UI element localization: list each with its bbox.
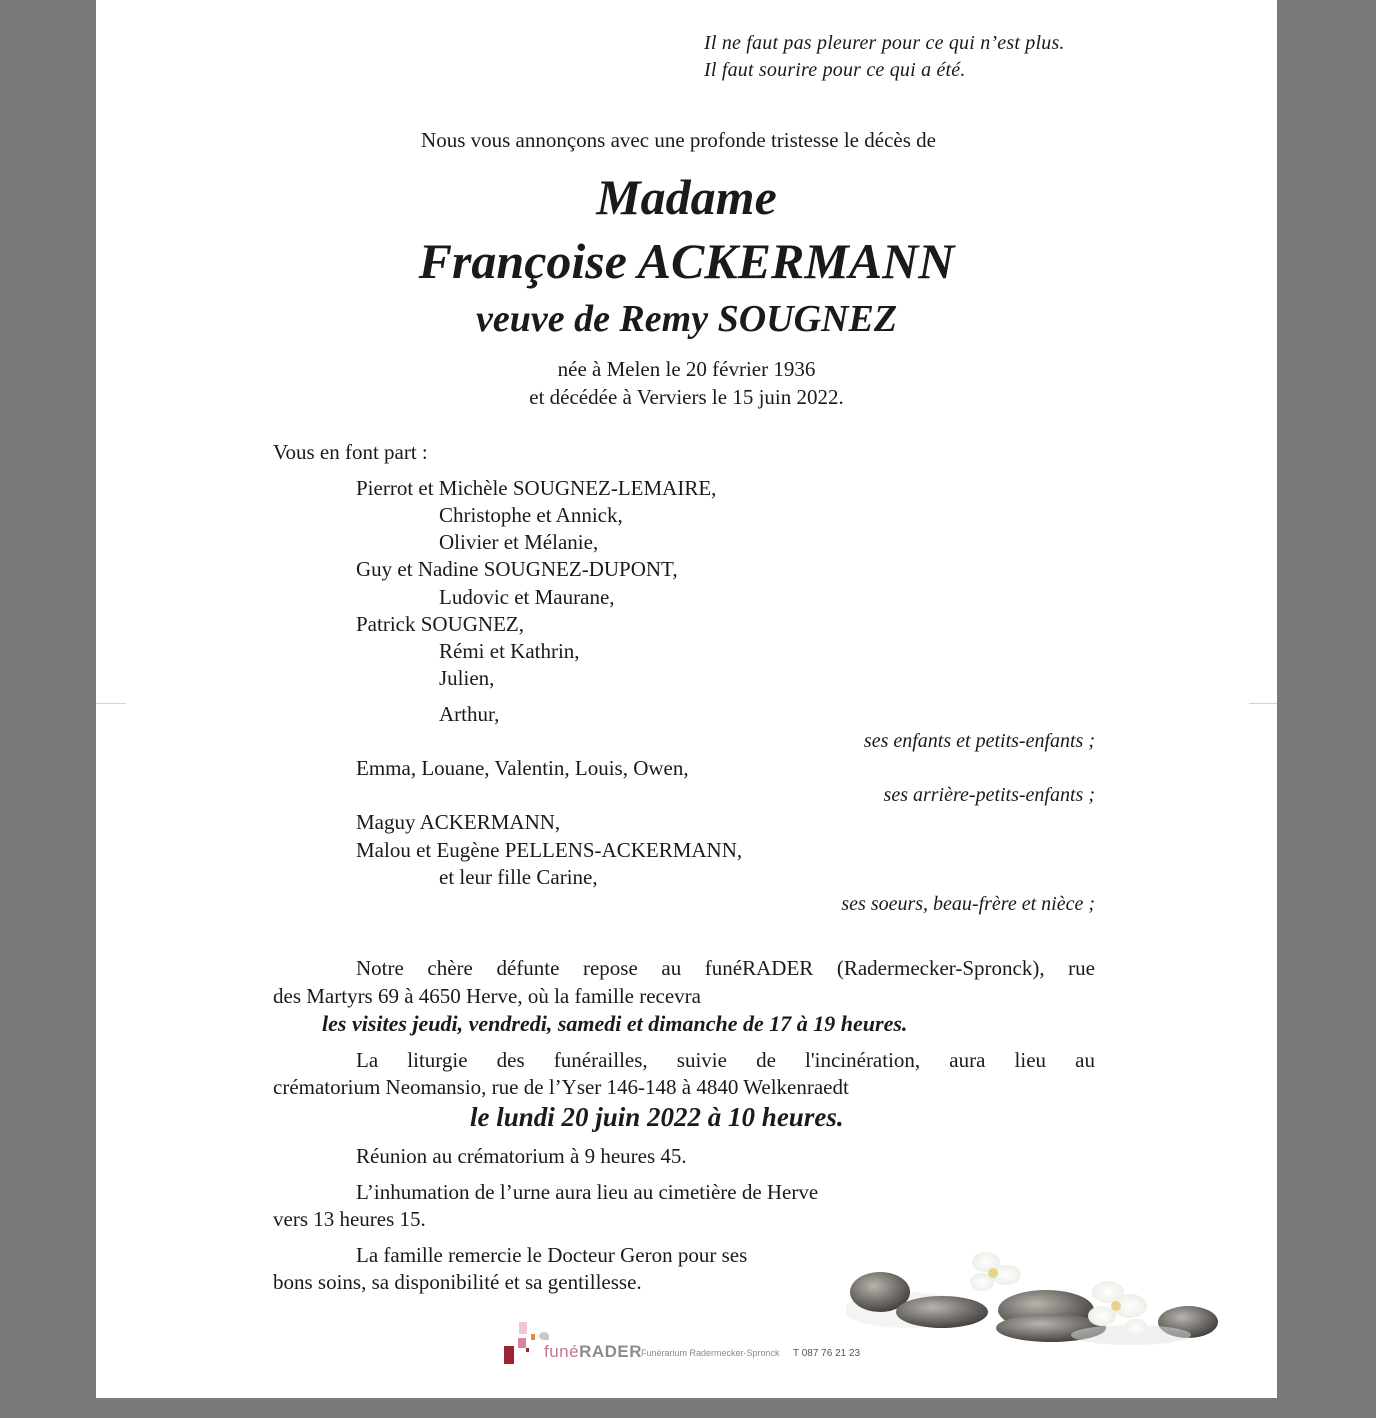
inhumation-line-2: vers 13 heures 15. — [273, 1207, 426, 1231]
brand-tagline: Funérarium Radermecker-Spronck — [641, 1348, 780, 1358]
quote-line-1: Il ne faut pas pleurer pour ce qui n’est plus. — [704, 32, 1065, 54]
liturgy-line-2: crématorium Neomansio, rue de l’Yser 146-148 à 4840 Welkenraedt — [273, 1075, 849, 1099]
thanks-line-1: La famille remercie le Docteur Geron pour ses — [356, 1243, 748, 1267]
deceased-spouse: veuve de Remy SOUGNEZ — [475, 298, 898, 340]
family-member: Patrick SOUGNEZ, — [356, 612, 524, 636]
fold-mark-left — [96, 703, 126, 704]
relation-siblings-label: ses soeurs, beau-frère et nièce ; — [841, 893, 1095, 915]
birth-info: née à Melen le 20 février 1936 — [557, 357, 816, 381]
thanks-line-2: bons soins, sa disponibilité et sa gentillesse. — [273, 1270, 642, 1294]
family-intro: Vous en font part : — [273, 440, 428, 464]
family-member: Arthur, — [439, 702, 500, 726]
family-member: Rémi et Kathrin, — [439, 639, 580, 663]
sibling: et leur fille Carine, — [439, 865, 598, 889]
family-member: Guy et Nadine SOUGNEZ-DUPONT, — [356, 557, 678, 581]
repose-line-2: des Martyrs 69 à 4650 Herve, où la famille recevra — [273, 984, 701, 1008]
family-member: Pierrot et Michèle SOUGNEZ-LEMAIRE, — [356, 476, 717, 500]
death-info: et décédée à Verviers le 15 juin 2022. — [529, 385, 844, 409]
sibling: Maguy ACKERMANN, — [356, 810, 561, 834]
deceased-title: Madame — [596, 169, 777, 225]
relation-children-label: ses enfants et petits-enfants ; — [863, 730, 1095, 752]
ceremony-date: le lundi 20 juin 2022 à 10 heures. — [470, 1102, 844, 1132]
brand-name-part-b: RADER — [579, 1342, 643, 1361]
fold-mark-right — [1249, 703, 1277, 704]
orchid-left — [970, 1252, 1021, 1291]
brand-phone: T 087 76 21 23 — [793, 1348, 861, 1359]
family-member: Ludovic et Maurane, — [439, 585, 615, 609]
deceased-name: Françoise ACKERMANN — [418, 233, 955, 289]
great-grandchildren: Emma, Louane, Valentin, Louis, Owen, — [356, 756, 689, 780]
quote-line-2: Il faut sourire pour ce qui a été. — [704, 59, 966, 81]
obituary-page — [96, 0, 1277, 1398]
brand-name-part-a: funé — [544, 1342, 580, 1361]
family-member: Christophe et Annick, — [439, 503, 623, 527]
repose-line-1: Notre chère défunte repose au funéRADER (Radermecker-Spronck), rue — [356, 956, 1095, 980]
meeting-time: Réunion au crématorium à 9 heures 45. — [356, 1144, 687, 1168]
liturgy-line-1: La liturgie des funérailles, suivie de l'incinération, aura lieu au — [356, 1048, 1095, 1072]
stones-orchids-image — [846, 1240, 1231, 1350]
sibling: Malou et Eugène PELLENS-ACKERMANN, — [356, 838, 743, 862]
visit-hours: les visites jeudi, vendredi, samedi et dimanche de 17 à 19 heures. — [322, 1011, 908, 1036]
family-member: Olivier et Mélanie, — [439, 530, 599, 554]
relation-great-label: ses arrière-petits-enfants ; — [883, 784, 1095, 806]
inhumation-line-1: L’inhumation de l’urne aura lieu au cimetière de Herve — [356, 1180, 819, 1204]
brand-name — [544, 1342, 642, 1362]
family-member: Julien, — [439, 666, 495, 690]
announcement: Nous vous annonçons avec une profonde tristesse le décès de — [421, 128, 936, 152]
